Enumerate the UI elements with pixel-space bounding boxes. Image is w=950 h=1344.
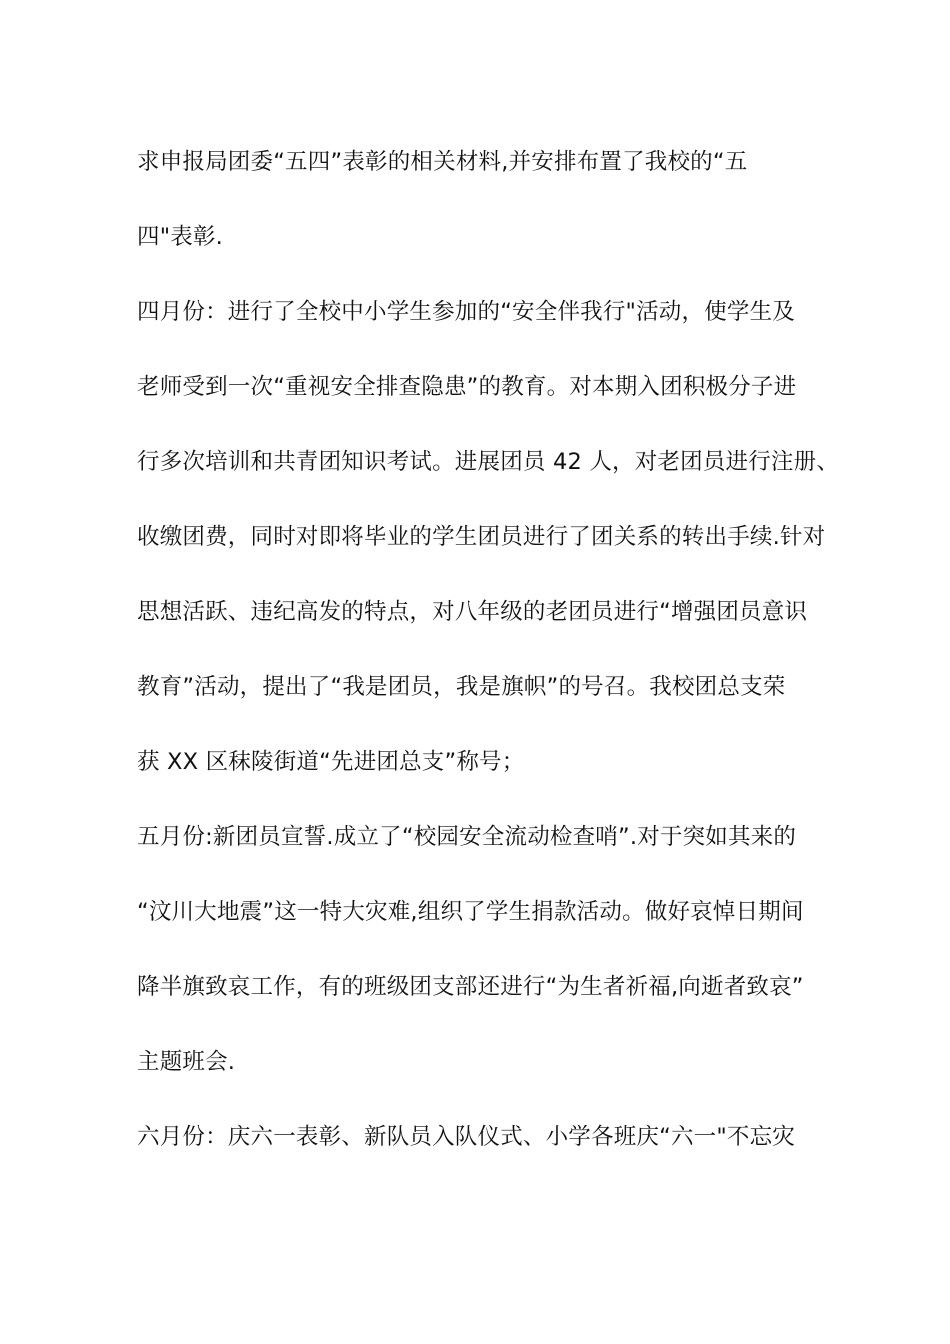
text-line: 主题班会. (137, 1049, 236, 1075)
text-line: 老师受到一次“重视安全排查隐患”的教育。对本期入团积极分子进 (137, 374, 797, 400)
text-line: 教育”活动，提出了“我是团员，我是旗帜”的号召。我校团总支荣 (137, 674, 786, 700)
text-line: 降半旗致哀工作，有的班级团支部还进行“为生者祈福,向逝者致哀” (137, 974, 804, 1000)
text-line: 六月份：庆六一表彰、新队员入队仪式、小学各班庆“六一"不忘灾 (137, 1124, 796, 1150)
text-line: 行多次培训和共青团知识考试。进展团员 42 人，对老团员进行注册、 (137, 449, 840, 475)
text-line: 收缴团费，同时对即将毕业的学生团员进行了团关系的转出手续.针对 (137, 524, 826, 550)
text-line: 五月份:新团员宣誓.成立了“校园安全流动检查哨”.对于突如其来的 (137, 824, 797, 850)
text-line: 获 XX 区秣陵街道“先进团总支”称号； (137, 749, 525, 775)
text-line: 四月份：进行了全校中小学生参加的“安全伴我行"活动，使学生及 (137, 299, 796, 325)
text-line: “汶川大地震”这一特大灾难,组织了学生捐款活动。做好哀悼日期间 (137, 899, 804, 925)
text-line: 求申报局团委“五四”表彰的相关材料,并安排布置了我校的“五 (137, 149, 748, 175)
text-line: 四"表彰. (137, 224, 224, 250)
text-line: 思想活跃、违纪高发的特点，对八年级的老团员进行“增强团员意识 (137, 599, 808, 625)
